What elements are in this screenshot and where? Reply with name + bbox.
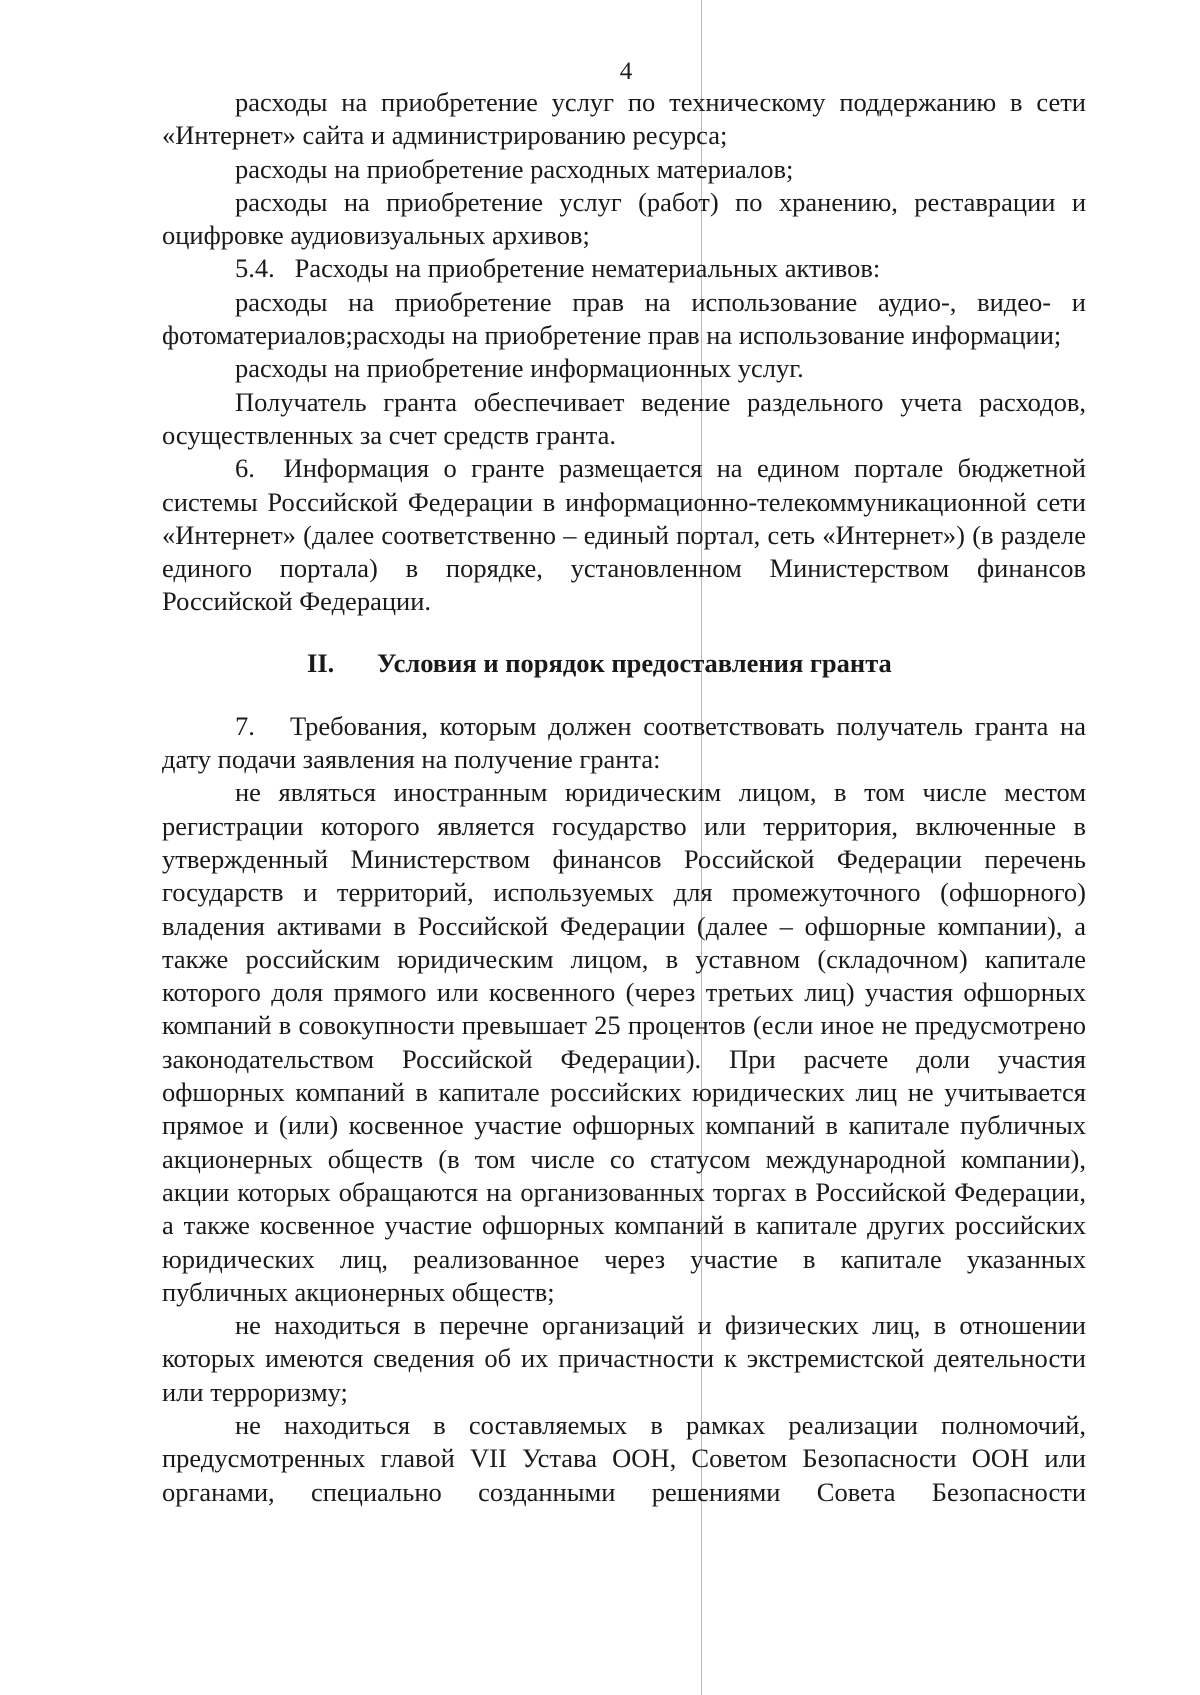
page-number: 4 — [619, 58, 633, 85]
section-title: Условия и порядок предоставления гранта — [377, 647, 892, 678]
paragraph-expense-info-services: расходы на приобретение информационных услуг. — [235, 353, 804, 384]
paragraph-un-requirement: не находиться в составляемых в рамках реализации полномочий, предусмотренных главой VII Устава ООН, Советом Безопасности ООН или органами, специально созданными решениями Совета Безопасности — [162, 1409, 1086, 1507]
document-body — [162, 86, 1086, 1509]
paragraph-expense-materials: расходы на приобретение расходных материалов; — [235, 153, 794, 184]
section-heading — [162, 647, 1086, 680]
paragraph-clause-6: 6. Информация о гранте размещается на едином портале бюджетной системы Российской Федерации в информационно-телекоммуникационной сети «Интернет» (далее соответственно – единый портал, сеть «Интернет») (в разделе единого портала) в порядке, установленном Министерством финансов Российской Федерации. — [162, 453, 1086, 617]
paragraph-clause-5-4: 5.4. Расходы на приобретение нематериальных активов: — [235, 253, 881, 284]
paragraph-separate-accounting: Получатель гранта обеспечивает ведение раздельного учета расходов, осуществленных за счет средств гранта. — [162, 386, 1086, 450]
paragraph-expense-website: расходы на приобретение услуг по техническому поддержанию в сети «Интернет» сайта и администрированию ресурса; — [162, 87, 1086, 151]
paragraph-expense-archives: расходы на приобретение услуг (работ) по хранению, реставрации и оцифровке аудиовизуальных архивов; — [162, 186, 1086, 251]
paragraph-offshore-requirement: не являться иностранным юридическим лицом, в том числе местом регистрации которого является государство или территория, включенные в утвержденный Министерством финансов Российской Федерации перечень государств и территорий, используемых для промежуточного (офшорного) владения активами в Российской Федерации (далее – офшорные компании), а также российским юридическим лицом, в уставном (складочном) капитале которого доля прямого или косвенного (через третьих лиц) участия офшорных компаний в совокупности превышает 25 процентов (если иное не предусмотрено законодательством Российской Федерации). При расчете доли участия офшорных компаний в капитале российских юридических лиц не учитывается прямое и (или) косвенное участие офшорных компаний в капитале публичных акционерных обществ (в том числе со статусом международной компании), акции которых обращаются на организованных торгах в Российской Федерации, а также косвенное участие офшорных компаний в капитале других российских юридических лиц, реализованное через участие в капитале указанных публичных акционерных обществ; — [162, 777, 1086, 1307]
paragraph-expense-rights: расходы на приобретение прав на использование аудио-, видео- и фотоматериалов;расходы на приобретение прав на использование информации; — [162, 286, 1086, 351]
paragraph-clause-7: 7. Требования, которым должен соответствовать получатель гранта на дату подачи заявления на получение гранта: — [162, 710, 1086, 775]
paragraph-extremism-requirement: не находиться в перечне организаций и физических лиц, в отношении которых имеются сведения об их причастности к экстремистской деятельности или терроризму; — [162, 1310, 1086, 1407]
section-number: II. — [307, 647, 335, 678]
